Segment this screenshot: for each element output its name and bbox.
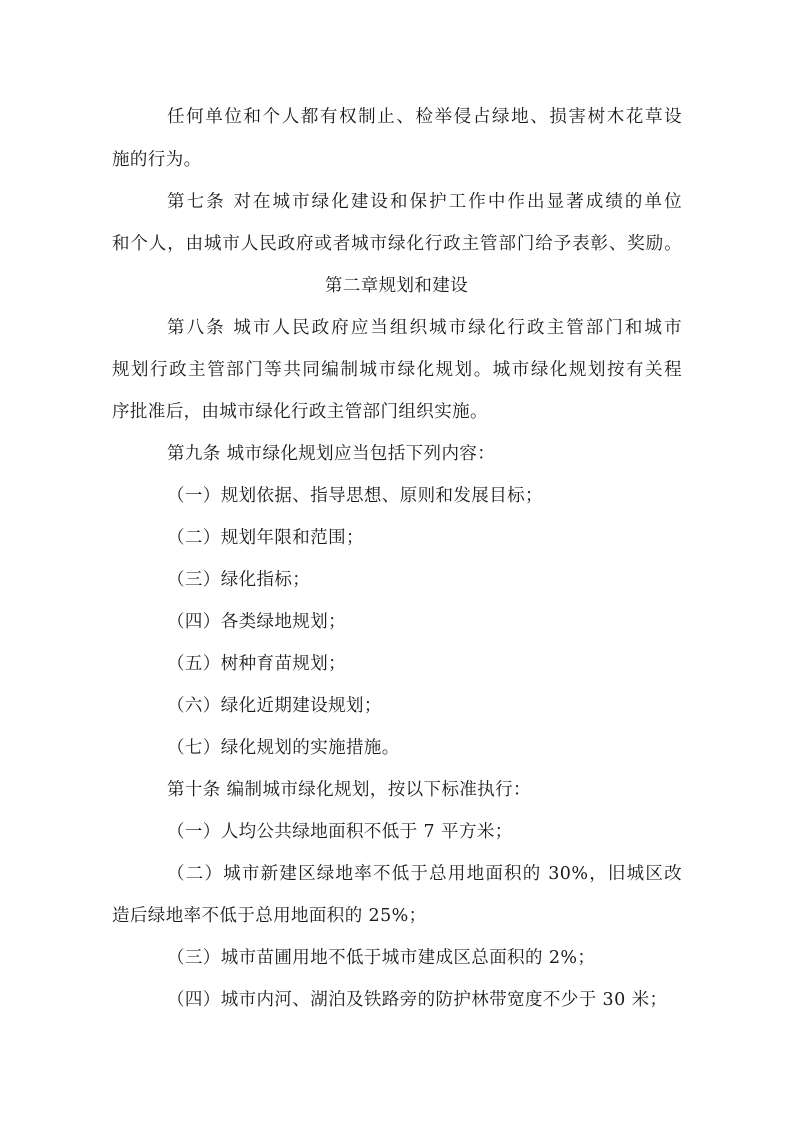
list-item: （六）绿化近期建设规划； xyxy=(167,696,382,716)
list-item: （五）树种育苗规划； xyxy=(167,654,346,674)
list-item: （四）各类绿地规划； xyxy=(167,612,346,632)
list-item: （三）城市苗圃用地不低于城市建成区总面积的 2%； xyxy=(167,948,596,968)
list-item: （二）城市新建区绿地率不低于总用地面积的 30%，旧城区改 xyxy=(167,864,682,884)
article-8-line: 第八条 城市人民政府应当组织城市绿化行政主管部门和城市 xyxy=(167,318,682,338)
article-7-line: 第七条 对在城市绿化建设和保护工作中作出显著成绩的单位 xyxy=(167,192,682,212)
list-item: （二）规划年限和范围； xyxy=(167,528,364,548)
article-10-line: 第十条 编制城市绿化规划，按以下标准执行： xyxy=(167,780,531,800)
paragraph-line: 造后绿地率不低于总用地面积的 25%； xyxy=(112,906,427,926)
paragraph-line: 序批准后，由城市绿化行政主管部门组织实施。 xyxy=(112,402,488,422)
article-9-line: 第九条 城市绿化规划应当包括下列内容： xyxy=(167,444,496,464)
paragraph-line: 和个人，由城市人民政府或者城市绿化行政主管部门给予表彰、奖励。 xyxy=(112,234,682,254)
paragraph-line: 规划行政主管部门等共同编制城市绿化规划。城市绿化规划按有关程 xyxy=(112,360,682,380)
list-item: （七）绿化规划的实施措施。 xyxy=(167,738,400,758)
list-item: （一）规划依据、指导思想、原则和发展目标； xyxy=(167,486,543,506)
paragraph-line: 任何单位和个人都有权制止、检举侵占绿地、损害树木花草设 xyxy=(167,107,682,127)
list-item: （四）城市内河、湖泊及铁路旁的防护林带宽度不少于 30 米； xyxy=(167,990,668,1010)
list-item: （一）人均公共绿地面积不低于 7 平方米； xyxy=(167,822,513,842)
list-item: （三）绿化指标； xyxy=(167,570,311,590)
chapter-heading: 第二章规划和建设 xyxy=(324,276,469,296)
paragraph-line: 施的行为。 xyxy=(112,150,202,170)
